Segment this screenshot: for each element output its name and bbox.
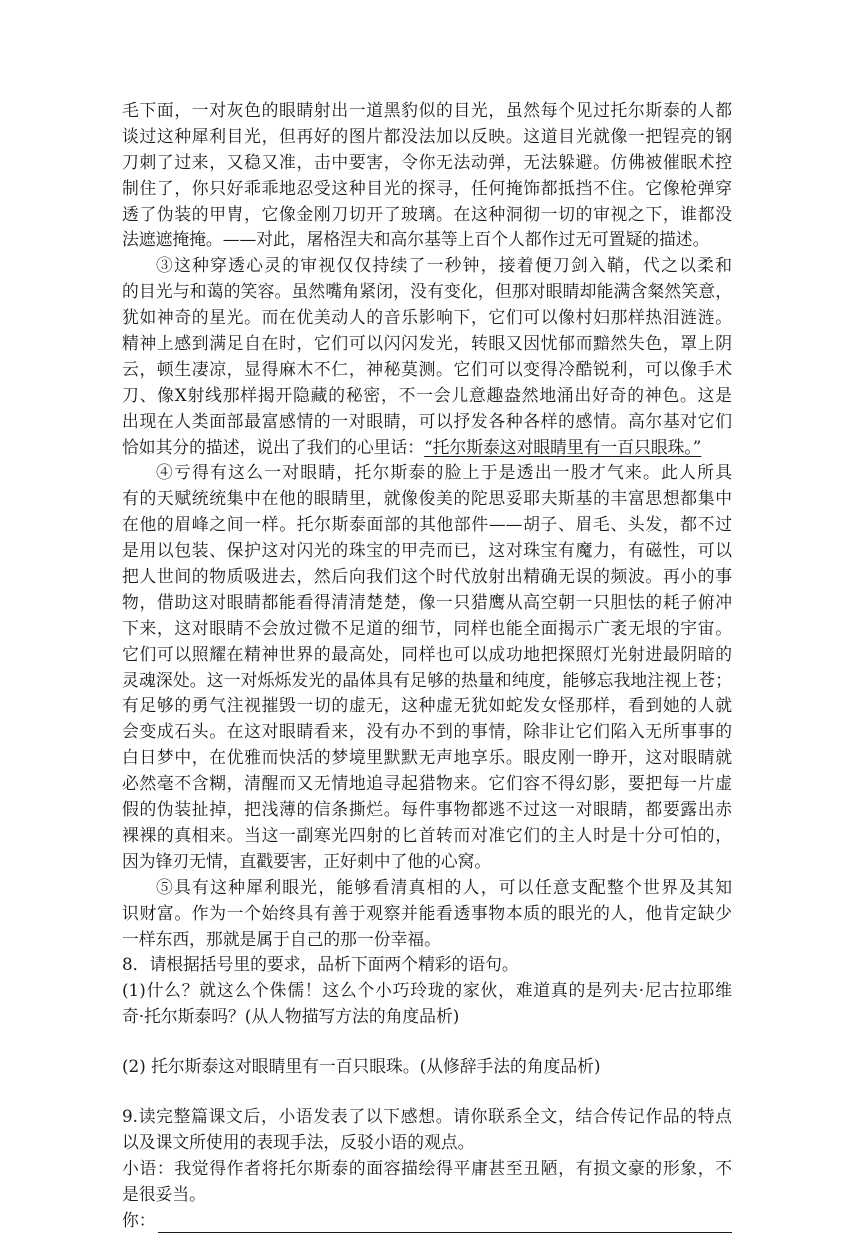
answer-label: 你：: [122, 1209, 156, 1230]
question-8-1-cont: 奇·托尔斯泰吗？(从人物描写方法的角度品析): [122, 1006, 460, 1027]
text-line: [122, 435, 732, 461]
text-line: 出现在人类面部最富感情的一对眼睛，可以抒发各种各样的感情。高尔基对它们: [122, 410, 732, 431]
text-line: 有的天赋统统集中在他的眼睛里，就像俊美的陀思妥耶夫斯基的丰富思想都集中: [122, 488, 732, 509]
text-line: 制住了，你只好乖乖地忍受这种目光的探寻，任何掩饰都抵挡不住。它像枪弹穿: [122, 177, 732, 198]
text-line: 是用以包装、保护这对闪光的珠宝的甲壳而已，这对珠宝有魔力，有磁性，可以: [122, 540, 732, 561]
text-line: 白日梦中，在优雅而快活的梦境里默默无声地享乐。眼皮刚一睁开，这对眼睛就: [122, 747, 732, 768]
underlined-quote: “托尔斯泰这对眼睛里有一百只眼珠。”: [424, 436, 702, 457]
text-line: ④亏得有这么一对眼睛，托尔斯泰的脸上于是透出一股才气来。此人所具: [156, 462, 732, 483]
text-segment: 恰如其分的描述，说出了我们的心里话：: [122, 436, 425, 457]
text-line: 因为锋刃无情，直戳要害，正好刺中了他的心窝。: [122, 850, 492, 871]
text-line: 有足够的勇气注视摧毁一切的虚无，这种虚无犹如蛇发女怪那样，看到她的人就: [122, 695, 732, 716]
question-8-1: (1)什么？就这么个侏儒！这么个小巧玲珑的家伙，难道真的是列夫·尼古拉耶维: [122, 980, 732, 1001]
answer-space[interactable]: [122, 1030, 732, 1054]
text-line: 必然毫不含糊，清醒而又无情地追寻起猎物来。它们容不得幻影，要把每一片虚: [122, 773, 732, 794]
text-line: 刀刺了过来，又稳又准，击中要害，令你无法动弹，无法躲避。仿佛被催眠术控: [122, 151, 732, 172]
text-line: 物，借助这对眼睛都能看得清清楚楚，像一只猎鹰从高空朝一只胆怯的耗子俯冲: [122, 591, 732, 612]
text-line: 谈过这种犀利目光，但再好的图片都没法加以反映。这道目光就像一把锃亮的钢: [122, 125, 732, 146]
text-line: 云，顿生凄凉，显得麻木不仁，神秘莫测。它们可以变得冷酷锐利，可以像手术: [122, 358, 732, 379]
answer-row: [122, 1208, 732, 1233]
text-line: 下来，这对眼睛不会放过微不足道的细节，同样也能全面揭示广袤无垠的宇宙。: [122, 617, 732, 638]
text-line: ⑤具有这种犀利眼光，能够看清真相的人，可以任意支配整个世界及其知: [156, 876, 732, 897]
text-line: 的目光与和蔼的笑容。虽然嘴角紧闭，没有变化，但那对眼睛却能满含粲然笑意，: [122, 281, 732, 302]
paragraph-2: [122, 98, 732, 253]
text-line: 透了伪装的甲胄，它像金刚刀切开了玻璃。在这种洞彻一切的审视之下，谁都没: [122, 203, 732, 224]
answer-space[interactable]: [122, 1080, 732, 1104]
question-8: [122, 952, 732, 1104]
text-line: 毛下面，一对灰色的眼睛射出一道黑豹似的目光，虽然每个见过托尔斯泰的人都: [122, 100, 732, 120]
text-line: 把人世间的物质吸进去，然后向我们这个时代放射出精确无误的频波。再小的事: [122, 566, 732, 587]
paragraph-5: [122, 875, 732, 953]
text-line: 假的伪装扯掉，把浅薄的信条撕烂。每件事物都逃不过这一对眼睛，都要露出赤: [122, 799, 732, 820]
text-line: 犹如神奇的星光。而在优美动人的音乐影响下，它们可以像村妇那样热泪涟涟。: [122, 307, 732, 328]
question-9: [122, 1104, 732, 1233]
text-line: 会变成石头。在这对眼睛看来，没有办不到的事情，除非让它们陷入无所事事的: [122, 721, 732, 742]
document-content: [122, 98, 732, 1233]
question-stem: 9.读完整篇课文后，小语发表了以下感想。请你联系全文，结合传记作品的特点: [122, 1105, 732, 1126]
text-line: 一样东西，那就是属于自己的那一份幸福。: [122, 928, 441, 949]
xiaoyu-quote: 小语：我觉得作者将托尔斯泰的面容描绘得平庸甚至丑陋，有损文豪的形象，不: [122, 1157, 732, 1178]
text-line: 刀、像X射线那样揭开隐藏的秘密，不一会儿意趣盎然地涌出好奇的神色。这是: [122, 384, 732, 405]
question-stem-cont: 以及课文所使用的表现手法，反驳小语的观点。: [122, 1131, 475, 1152]
text-line: 精神上感到满足自在时，它们可以闪闪发光，转眼又因忧郁而黯然失色，罩上阴: [122, 333, 732, 354]
xiaoyu-quote-cont: 是很妥当。: [122, 1183, 206, 1204]
paragraph-3: [122, 253, 732, 460]
text-line: 在他的眉峰之间一样。托尔斯泰面部的其他部件——胡子、眉毛、头发，都不过: [122, 514, 732, 535]
text-line: 法遮遮掩掩。——对此，屠格涅夫和高尔基等上百个人都作过无可置疑的描述。: [122, 229, 710, 250]
text-line: 它们可以照耀在精神世界的最高处，同样也可以成功地把探照灯光射进最阴暗的: [122, 643, 732, 664]
text-line: 灵魂深处。这一对烁烁发光的晶体具有足够的热量和纯度，能够忘我地注视上苍；: [122, 669, 732, 690]
text-line: ③这种穿透心灵的审视仅仅持续了一秒钟，接着便刀剑入鞘，代之以柔和: [156, 255, 732, 276]
paragraph-4: [122, 460, 732, 874]
question-8-2: (2) 托尔斯泰这对眼睛里有一百只眼珠。(从修辞手法的角度品析): [122, 1056, 601, 1077]
question-stem: 8．请根据括号里的要求，品析下面两个精彩的语句。: [122, 954, 519, 975]
text-line: 裸裸的真相来。当这一副寒光四射的匕首转而对准它们的主人时是十分可怕的，: [122, 824, 732, 845]
text-line: 识财富。作为一个始终具有善于观察并能看透事物本质的眼光的人，他肯定缺少: [122, 902, 732, 923]
